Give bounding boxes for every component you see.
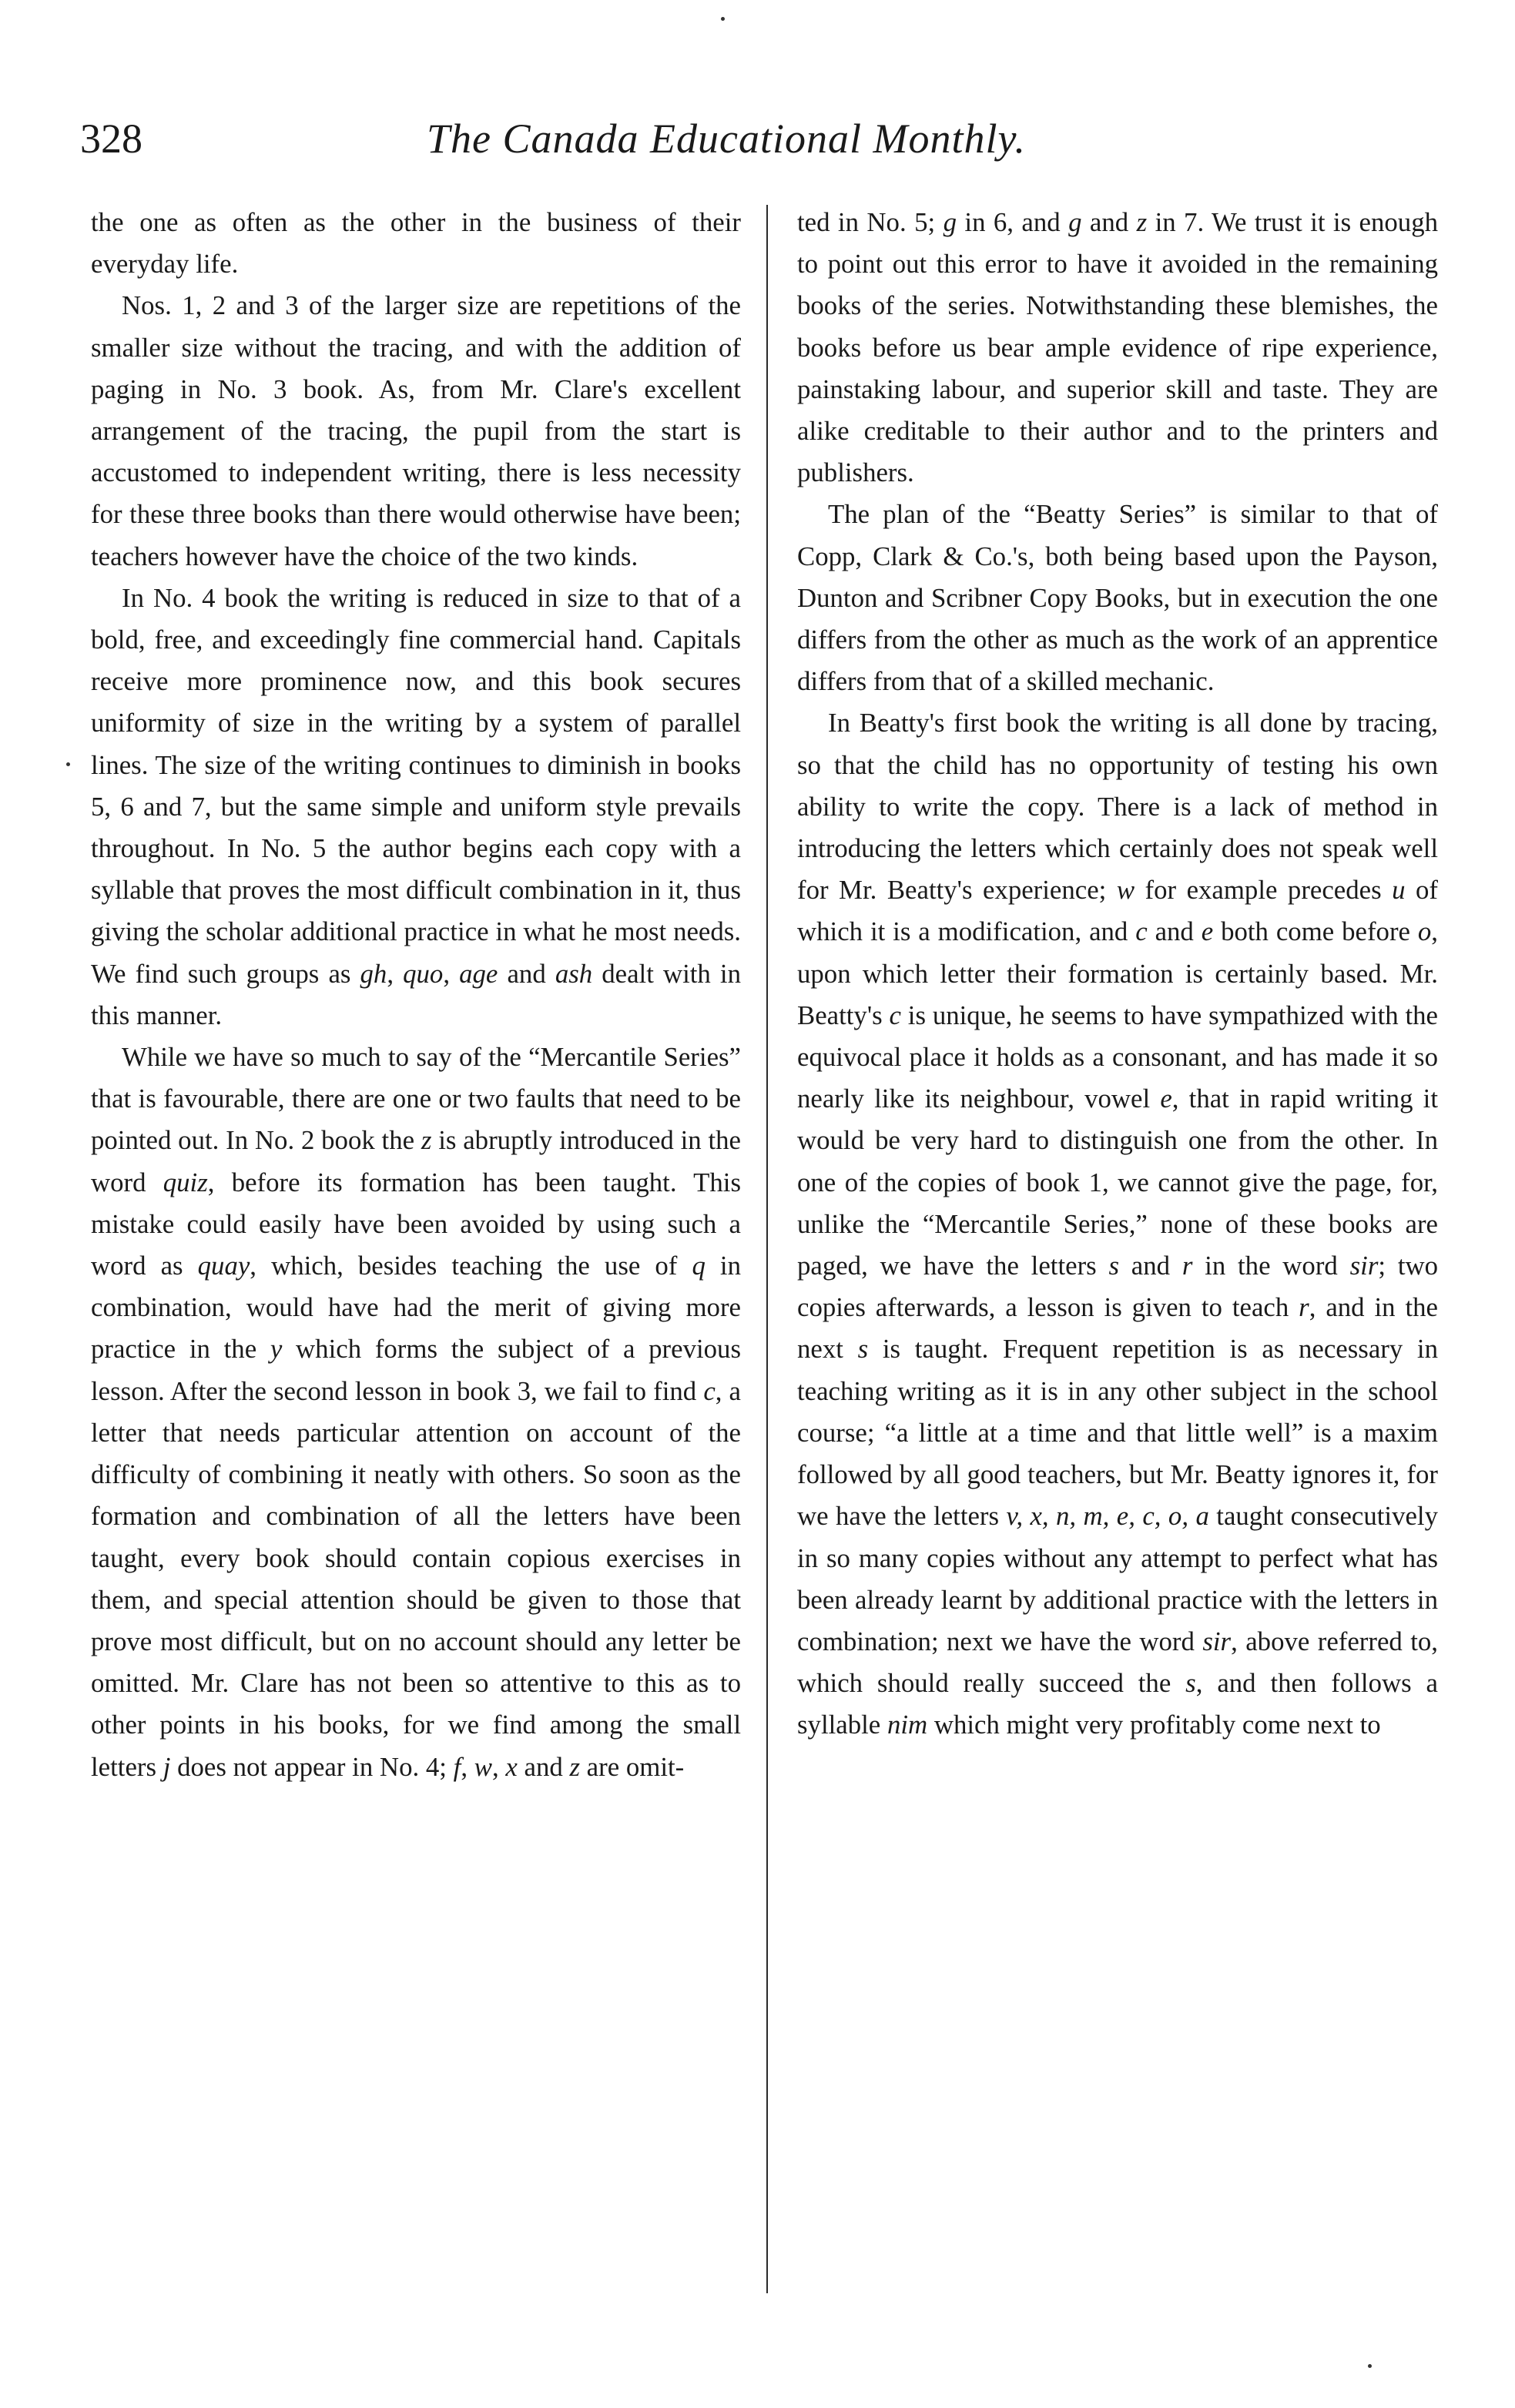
paragraph: the one as often as the other in the business of their everyday life. — [91, 207, 741, 280]
print-speck — [721, 17, 725, 21]
left-column — [91, 202, 741, 1788]
print-speck — [66, 762, 70, 766]
paragraph: In Beatty's first book the writing is all done by tracing, so that the child has no opportunity of testing his own ability to write the copy. There is a lack of method in introducing the letters which certainly does not speak well for Mr. Beatty's experience; w for example precedes u of which it is a modification, and c and e both come before o, upon which letter their formation is certainly based. Mr. Beatty's c is unique, he seems to have sympathized with the equivocal place it holds as a consonant, and has made it so nearly like its neighbour, vowel e, that in rapid writing it would be very hard to distinguish one from the other. In one of the copies of book 1, we cannot give the page, for, unlike the “Mercantile Series,” none of these books are paged, we have the letters s and r in the word sir; two copies afterwards, a lesson is given to teach r, and in the next s is taught. Frequent repetition is as necessary in teaching writing as it is in any other subject in the school course; “a little at a time and that little well” is a maxim followed by all good teachers, but Mr. Beatty ignores it, for we have the letters v, x, n, m, e, c, o, a taught consecutively in so many copies without any attempt to perfect what has been already learnt by additional practice with the letters in combination; next we have the word sir, above referred to, which should really succeed the s, and then follows a syllable nim which might very profitably come next to — [797, 708, 1439, 1740]
page-number: 328 — [80, 116, 142, 162]
page-header — [80, 108, 1189, 169]
paragraph: ted in No. 5; g in 6, and g and z in 7. We trust it is enough to point out this error to have it avoided in the remaining books of the series. Notwithstanding these blemishes, the books before us bear ample evidence of ripe experience, painstaking labour, and superior skill and taste. They are alike creditable to their author and to the printers and publishers. — [797, 207, 1438, 488]
column-divider — [766, 205, 768, 2293]
right-column — [797, 202, 1438, 1747]
paragraph: While we have so much to say of the “Mercantile Series” that is favourable, there are one or two faults that need to be pointed out. In No. 2 book the z is abruptly introduced in the word quiz, before its formation has been taught. This mistake could easily have been avoided by using such a word as quay, which, besides teaching the use of q in combination, would have had the merit of giving more practice in the y which forms the subject of a previous lesson. After the second lesson in book 3, we fail to find c, a letter that needs particular attention on account of the difficulty of combining it neatly with others. So soon as the formation and combination of all the letters have been taught, every book should contain copious exercises in them, and special attention should be given to those that prove most difficult, but on no account should any letter be omitted. Mr. Clare has not been so attentive to this as to other points in his books, for we find among the small letters j does not appear in No. 4; f, w, x and z are omit- — [91, 1042, 742, 1782]
paragraph: In No. 4 book the writing is reduced in size to that of a bold, free, and exceedingly fine commercial hand. Capitals receive more prominence now, and this book secures uniformity of size in the writing by a system of parallel lines. The size of the writing continues to diminish in books 5, 6 and 7, but the same simple and uniform style prevails throughout. In No. 5 the author begins each copy with a syllable that proves the most difficult combination in it, thus giving the scholar additional practice in what he most needs. We find such groups as gh, quo, age and ash dealt with in this manner. — [91, 582, 741, 1030]
paragraph: Nos. 1, 2 and 3 of the larger size are repetitions of the smaller size without the tracing, and with the addition of paging in No. 3 book. As, from Mr. Clare's excellent arrangement of the tracing, the pupil from the start is accustomed to independent writing, there is less necessity for these three books than there would otherwise have been; teachers however have the choice of the two kinds. — [91, 290, 741, 571]
print-speck — [1368, 2364, 1372, 2368]
running-title: The Canada Educational Monthly. — [427, 116, 1026, 162]
paragraph: The plan of the “Beatty Series” is similar to that of Copp, Clark & Co.'s, both being based upon the Payson, Dunton and Scribner Copy Books, but in execution the one differs from the other as much as the work of an apprentice differs from that of a skilled mechanic. — [797, 499, 1438, 697]
